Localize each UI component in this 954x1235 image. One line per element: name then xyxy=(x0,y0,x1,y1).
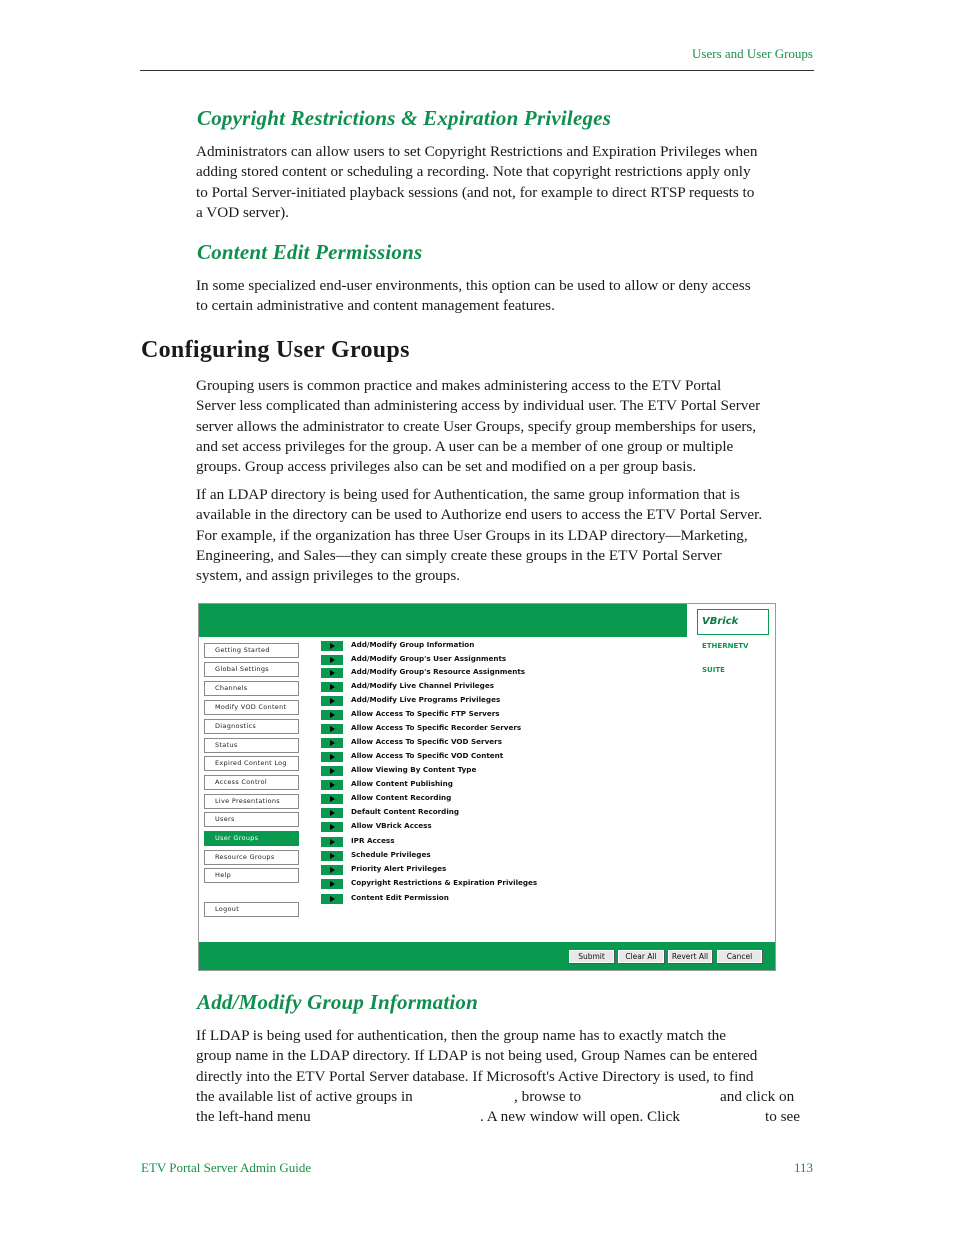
text-line xyxy=(196,1107,812,1127)
link-row[interactable] xyxy=(321,766,621,778)
link-label[interactable]: Content Edit Permission xyxy=(351,893,449,902)
link-label[interactable]: Allow Access To Specific VOD Content xyxy=(351,751,504,760)
link-row[interactable] xyxy=(321,780,621,792)
link-label[interactable]: Allow Content Publishing xyxy=(351,779,453,788)
clear-all-button[interactable]: Clear All xyxy=(618,950,664,963)
text-line: In some specialized end-user environments, this option can be used to allow or deny access xyxy=(196,277,751,294)
arrow-icon[interactable] xyxy=(321,641,343,651)
arrow-icon[interactable] xyxy=(321,879,343,889)
arrow-icon[interactable] xyxy=(321,794,343,804)
text-line: If LDAP is being used for authentication, then the group name has to exactly match the xyxy=(196,1027,727,1044)
submit-button[interactable]: Submit xyxy=(569,950,614,963)
menu-modify-vod-content[interactable]: Modify VOD Content xyxy=(204,700,299,715)
link-row[interactable] xyxy=(321,641,621,653)
menu-users[interactable]: Users xyxy=(204,812,299,827)
menu-user-groups[interactable]: User Groups xyxy=(204,831,299,846)
link-label[interactable]: Add/Modify Group Information xyxy=(351,640,475,649)
text-line: system, and assign privileges to the groups. xyxy=(196,567,461,585)
link-row[interactable] xyxy=(321,822,621,834)
arrow-icon[interactable] xyxy=(321,822,343,832)
text-line: group name in the LDAP directory. If LDAP is not being used, Group Names can be entered xyxy=(196,1047,758,1065)
menu-help[interactable]: Help xyxy=(204,868,299,883)
text-line: Administrators can allow users to set Copyright Restrictions and Expiration Privileges when xyxy=(196,143,758,160)
text-fragment: , browse to xyxy=(514,1087,582,1105)
text-line xyxy=(196,1087,812,1107)
link-label[interactable]: Add/Modify Group's Resource Assignments xyxy=(351,667,526,676)
menu-diagnostics[interactable]: Diagnostics xyxy=(204,719,299,734)
link-row[interactable] xyxy=(321,752,621,764)
text-line: a VOD server). xyxy=(196,203,289,221)
menu-status[interactable]: Status xyxy=(204,738,299,753)
link-row[interactable] xyxy=(321,738,621,750)
paragraph-add-modify xyxy=(196,1026,812,1127)
link-label[interactable]: Allow Content Recording xyxy=(351,793,452,802)
link-row[interactable] xyxy=(321,851,621,863)
arrow-icon[interactable] xyxy=(321,738,343,748)
menu-resource-groups[interactable]: Resource Groups xyxy=(204,850,299,865)
paragraph-content-edit xyxy=(196,276,812,317)
revert-all-button[interactable]: Revert All xyxy=(668,950,712,963)
page-number: 113 xyxy=(793,1160,813,1175)
arrow-icon[interactable] xyxy=(321,780,343,790)
user-groups-screenshot xyxy=(198,603,776,971)
link-label[interactable]: Copyright Restrictions & Expiration Privileges xyxy=(351,878,538,887)
link-label[interactable]: Add/Modify Live Programs Privileges xyxy=(351,695,501,704)
arrow-icon[interactable] xyxy=(321,894,343,904)
link-label[interactable]: Allow Access To Specific VOD Servers xyxy=(351,737,502,746)
text-line: For example, if the organization has three User Groups in its LDAP directory—Marketing, xyxy=(196,526,748,544)
text-line: Engineering, and Sales—they can simply create these groups in the ETV Portal Server xyxy=(196,546,722,564)
arrow-icon[interactable] xyxy=(321,837,343,847)
text-line: directly into the ETV Portal Server database. If Microsoft's Active Directory is used, to find xyxy=(196,1067,754,1085)
link-label[interactable]: Allow VBrick Access xyxy=(351,821,432,830)
text-fragment: and click on xyxy=(720,1087,795,1105)
link-label[interactable]: Add/Modify Group's User Assignments xyxy=(351,654,507,663)
footer-title: ETV Portal Server Admin Guide xyxy=(141,1160,312,1175)
arrow-icon[interactable] xyxy=(321,851,343,861)
link-row[interactable] xyxy=(321,668,621,680)
text-line: to Portal Server-initiated playback sessions (and not, for example to direct RTSP requests to xyxy=(196,183,755,201)
logo-suite: SUITE xyxy=(702,666,725,674)
text-line: server allows the administrator to create User Groups, specify group memberships for users, xyxy=(196,417,757,435)
link-label[interactable]: Allow Access To Specific Recorder Servers xyxy=(351,723,522,732)
text-line: Server less complicated than administering access by individual user. The ETV Portal Server xyxy=(196,397,761,415)
link-row[interactable] xyxy=(321,865,621,877)
text-line: Grouping users is common practice and makes administering access to the ETV Portal xyxy=(196,377,722,394)
link-row[interactable] xyxy=(321,808,621,820)
arrow-icon[interactable] xyxy=(321,808,343,818)
screenshot-top-bar xyxy=(199,604,687,637)
text-line: available in the directory can be used to Authorize end users to access the ETV Portal Server. xyxy=(196,506,763,524)
link-row[interactable] xyxy=(321,682,621,694)
menu-expired-content-log[interactable]: Expired Content Log xyxy=(204,756,299,771)
text-fragment: the available list of active groups in xyxy=(196,1087,413,1105)
menu-global-settings[interactable]: Global Settings xyxy=(204,662,299,677)
running-header: Users and User Groups xyxy=(692,46,813,61)
menu-live-presentations[interactable]: Live Presentations xyxy=(204,794,299,809)
heading-configuring-user-groups: Configuring User Groups xyxy=(141,337,410,363)
arrow-icon[interactable] xyxy=(321,696,343,706)
link-row[interactable] xyxy=(321,894,621,906)
paragraph-ldap xyxy=(196,485,812,586)
link-label[interactable]: Priority Alert Privileges xyxy=(351,864,447,873)
logo-product: ETHERNETV xyxy=(702,642,749,650)
screenshot-bottom-bar xyxy=(199,942,775,970)
heading-content-edit: Content Edit Permissions xyxy=(197,240,423,264)
link-label[interactable]: Schedule Privileges xyxy=(351,850,431,859)
heading-copyright: Copyright Restrictions & Expiration Privileges xyxy=(197,106,612,130)
link-row[interactable] xyxy=(321,794,621,806)
link-row[interactable] xyxy=(321,724,621,736)
menu-logout[interactable]: Logout xyxy=(204,902,299,917)
arrow-icon[interactable] xyxy=(321,724,343,734)
heading-add-modify-group: Add/Modify Group Information xyxy=(197,990,478,1014)
link-label[interactable]: Allow Viewing By Content Type xyxy=(351,765,477,774)
logo-brand: VBrick xyxy=(702,616,739,627)
header-rule xyxy=(140,70,814,71)
menu-getting-started[interactable]: Getting Started xyxy=(204,643,299,658)
arrow-icon[interactable] xyxy=(321,865,343,875)
arrow-icon[interactable] xyxy=(321,668,343,678)
text-line: to certain administrative and content management features. xyxy=(196,297,555,315)
link-row[interactable] xyxy=(321,710,621,722)
link-row[interactable] xyxy=(321,655,621,667)
text-line: adding stored content or scheduling a recording. Note that copyright restrictions apply only xyxy=(196,163,751,181)
arrow-icon[interactable] xyxy=(321,766,343,776)
link-label[interactable]: IPR Access xyxy=(351,836,395,845)
arrow-icon[interactable] xyxy=(321,710,343,720)
paragraph-copyright xyxy=(196,142,812,223)
link-row[interactable] xyxy=(321,696,621,708)
arrow-icon[interactable] xyxy=(321,752,343,762)
text-fragment: . A new window will open. Click xyxy=(480,1108,680,1126)
menu-channels[interactable]: Channels xyxy=(204,681,299,696)
text-fragment: to see xyxy=(765,1108,801,1126)
text-line: groups. Group access privileges also can be set and modified on a per group basis. xyxy=(196,458,697,476)
arrow-icon[interactable] xyxy=(321,682,343,692)
link-row[interactable] xyxy=(321,837,621,849)
arrow-icon[interactable] xyxy=(321,655,343,665)
link-row[interactable] xyxy=(321,879,621,891)
text-line: and set access privileges for the group. A user can be a member of one group or multiple xyxy=(196,437,734,455)
link-label[interactable]: Allow Access To Specific FTP Servers xyxy=(351,709,500,718)
paragraph-grouping xyxy=(196,376,812,477)
vbrick-logo xyxy=(697,609,769,674)
menu-access-control[interactable]: Access Control xyxy=(204,775,299,790)
link-label[interactable]: Add/Modify Live Channel Privileges xyxy=(351,681,494,690)
text-line: If an LDAP directory is being used for Authentication, the same group information that is xyxy=(196,486,740,503)
cancel-button[interactable]: Cancel xyxy=(717,950,762,963)
text-fragment: the left-hand menu xyxy=(196,1108,311,1126)
link-label[interactable]: Default Content Recording xyxy=(351,807,460,816)
